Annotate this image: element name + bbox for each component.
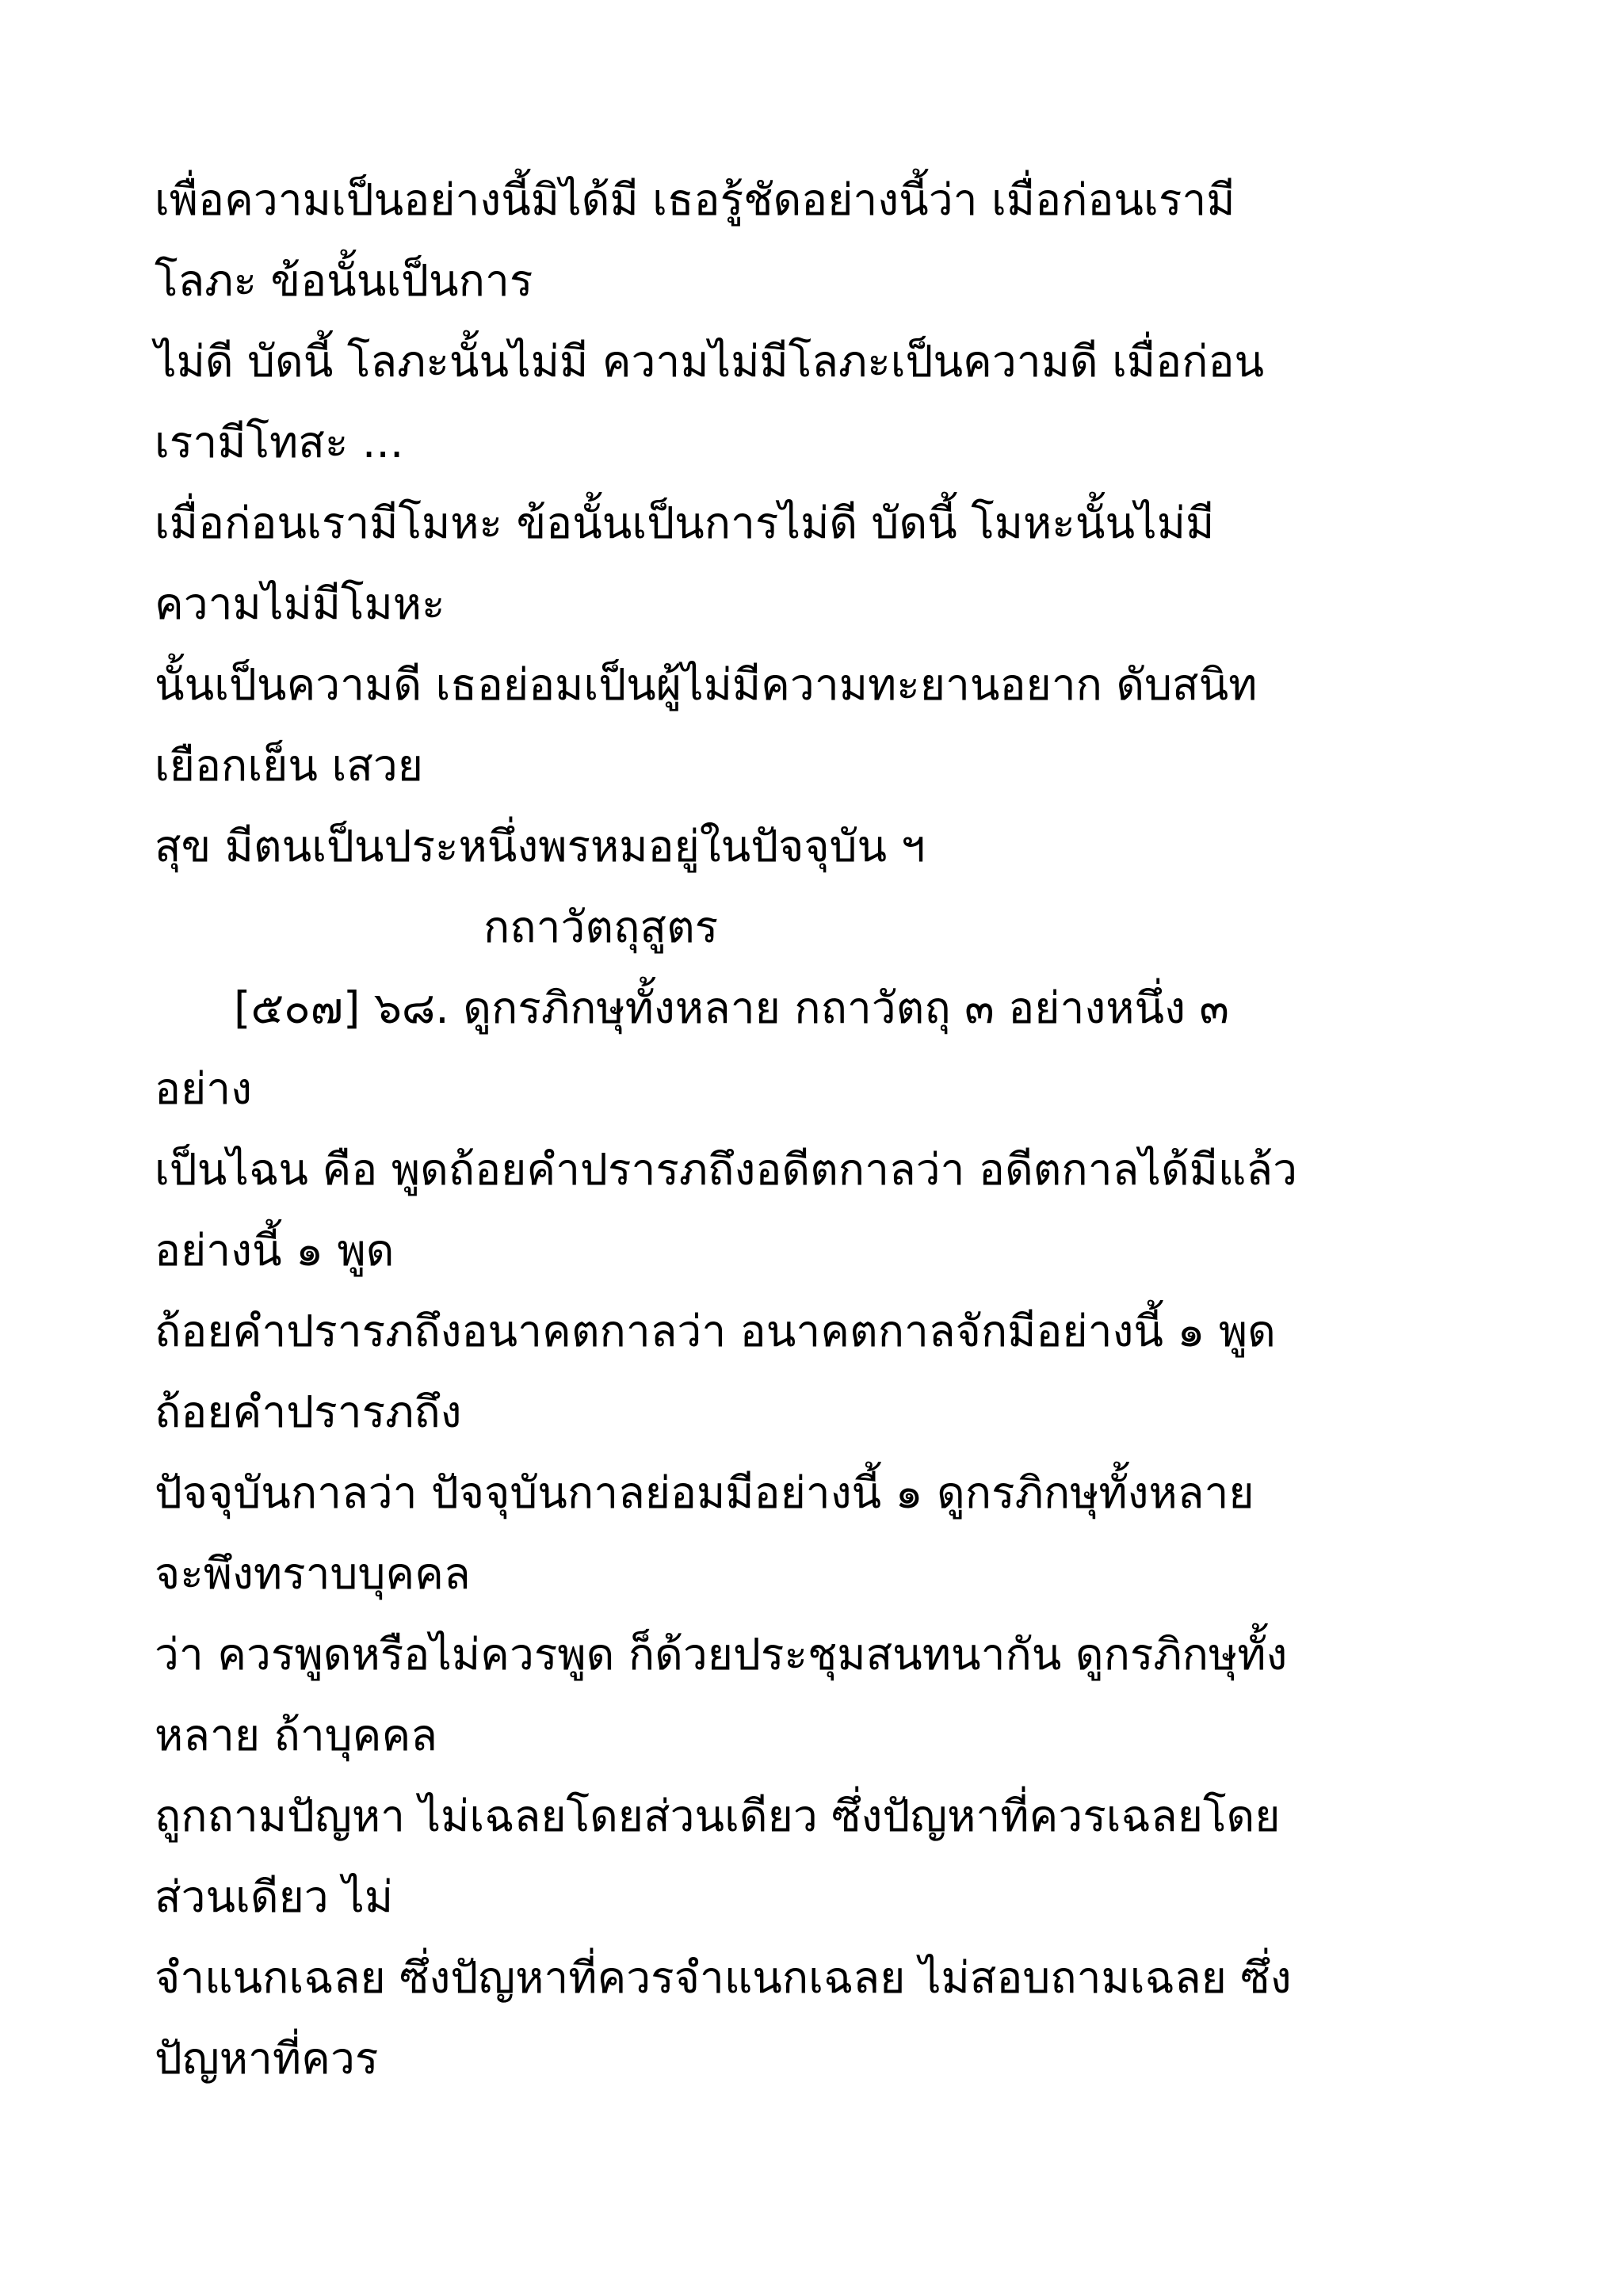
text-line: นั้นเป็นความดี เธอย่อมเป็นผู้ไม่มีความทะยานอยาก ดับสนิท [155, 659, 1258, 710]
text-line: สุข มีตนเป็นประหนึ่งพรหมอยู่ในปัจจุบัน ฯ [155, 821, 926, 871]
text-line: เพื่อความเป็นอย่างนี้มิได้มี เธอรู้ชัดอย่างนี้ว่า เมื่อก่อนเรามี [155, 174, 1235, 225]
text-line: จะพึงทราบบุคคล [155, 1548, 471, 1599]
text-line: อย่าง [155, 1063, 252, 1114]
text-line: ถ้อยคำปรารภถึงอนาคตกาลว่า อนาคตกาลจักมีอย่างนี้ ๑ พูด [155, 1306, 1276, 1356]
text-line: จำแนกเฉลย ซึ่งปัญหาที่ควรจำแนกเฉลย ไม่สอบถามเฉลย ซึ่ง [155, 1952, 1292, 2003]
text-line: เป็นไฉน คือ พูดถ้อยคำปรารภถึงอดีตกาลว่า อดีตกาลได้มีแล้ว [155, 1144, 1297, 1195]
section-title: กถาวัตถุสูตร [483, 902, 719, 952]
text-line: ถูกถามปัญหา ไม่เฉลยโดยส่วนเดียว ซึ่งปัญหาที่ควรเฉลยโดย [155, 1791, 1281, 1841]
text-line: หลาย ถ้าบุคคล [155, 1710, 437, 1760]
text-line: ไม่ดี บัดนี้ โลภะนั้นไม่มี ความไม่มีโลภะเป็นความดี เมื่อก่อน [155, 336, 1265, 387]
text-line: อย่างนี้ ๑ พูด [155, 1225, 395, 1276]
text-line: ความไม่มีโมหะ [155, 578, 445, 629]
text-line: โลภะ ข้อนั้นเป็นการ [155, 255, 533, 306]
text-line: ถ้อยคำปรารภถึง [155, 1386, 462, 1437]
text-line: เมื่อก่อนเรามีโมหะ ข้อนั้นเป็นการไม่ดี บัดนี้ โมหะนั้นไม่มี [155, 498, 1215, 548]
text-line: ส่วนเดียว ไม่ [155, 1871, 394, 1922]
text-line: เยือกเย็น เสวย [155, 740, 423, 791]
text-line: เรามีโทสะ ... [155, 417, 404, 467]
text-line: ปัญหาที่ควร [155, 2033, 379, 2084]
text-line: ปัจจุบันกาลว่า ปัจจุบันกาลย่อมมีอย่างนี้ ๑ ดูกรภิกษุทั้งหลาย [155, 1467, 1254, 1518]
text-line: [๕๐๗] ๖๘. ดูกรภิกษุทั้งหลาย กถาวัตถุ ๓ อย่างหนึ่ง ๓ [234, 982, 1230, 1033]
text-line: ว่า ควรพูดหรือไม่ควรพูด ก็ด้วยประชุมสนทนากัน ดูกรภิกษุทั้ง [155, 1629, 1288, 1680]
